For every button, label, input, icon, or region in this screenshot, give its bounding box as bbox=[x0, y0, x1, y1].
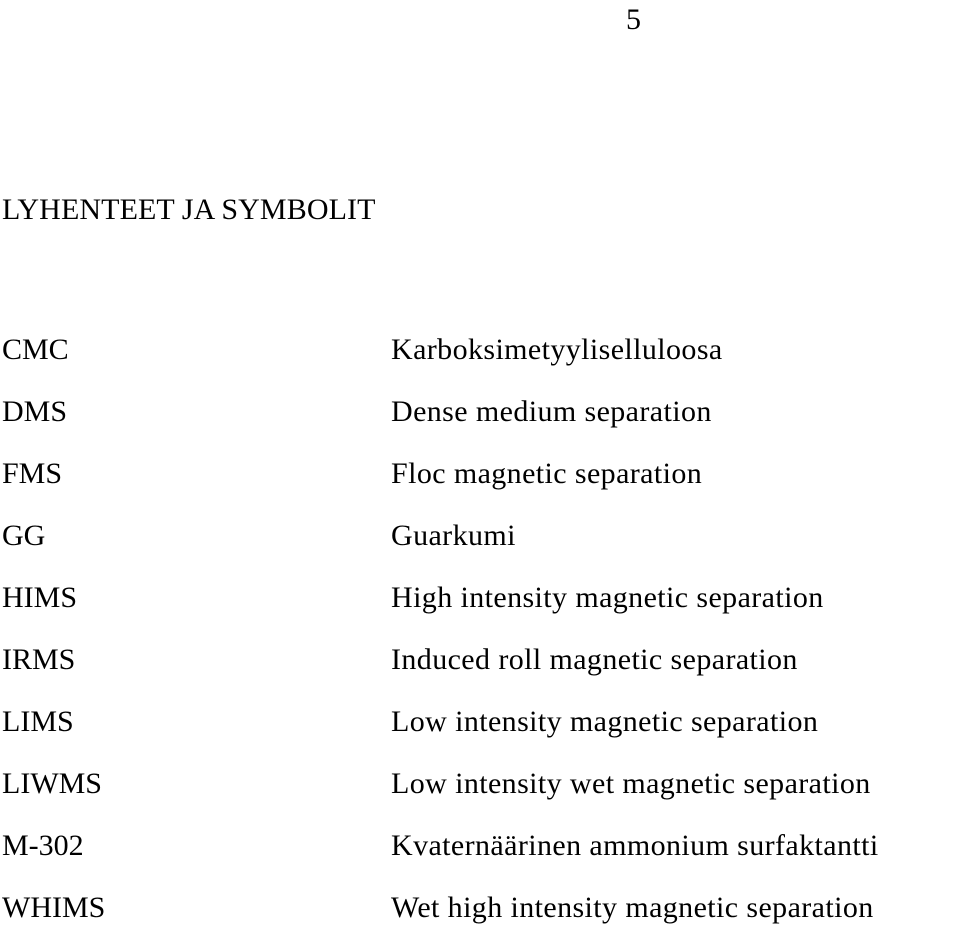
abbreviation-term: GG bbox=[2, 519, 46, 552]
abbreviation-term: WHIMS bbox=[2, 891, 106, 924]
list-item-m-302 bbox=[0, 826, 960, 888]
abbreviation-term: HIMS bbox=[2, 581, 78, 614]
list-item-irms bbox=[0, 640, 960, 702]
abbreviation-definition: Kvaternäärinen ammonium surfaktantti bbox=[391, 829, 879, 862]
abbreviation-list bbox=[0, 330, 960, 950]
abbreviation-definition: Low intensity wet magnetic separation bbox=[391, 767, 871, 800]
abbreviation-definition: Guarkumi bbox=[391, 519, 516, 552]
abbreviation-term: CMC bbox=[2, 333, 69, 366]
list-item-liwms bbox=[0, 764, 960, 826]
abbreviation-term: LIWMS bbox=[2, 767, 102, 800]
abbreviation-definition: Dense medium separation bbox=[391, 395, 712, 428]
list-item-cmc bbox=[0, 330, 960, 392]
abbreviation-term: LIMS bbox=[2, 705, 74, 738]
abbreviation-definition: Floc magnetic separation bbox=[391, 457, 703, 490]
list-item-dms bbox=[0, 392, 960, 454]
list-item-lims bbox=[0, 702, 960, 764]
list-item-hims bbox=[0, 578, 960, 640]
abbreviation-term: DMS bbox=[2, 395, 68, 428]
page-number: 5 bbox=[626, 3, 641, 36]
list-item-whims bbox=[0, 888, 960, 950]
abbreviation-term: FMS bbox=[2, 457, 63, 490]
abbreviation-definition: High intensity magnetic separation bbox=[391, 581, 824, 614]
abbreviation-term: M-302 bbox=[2, 829, 84, 862]
abbreviation-definition: Low intensity magnetic separation bbox=[391, 705, 819, 738]
abbreviation-definition: Karboksimetyyliselluloosa bbox=[391, 333, 723, 366]
abbreviation-definition: Wet high intensity magnetic separation bbox=[391, 891, 874, 924]
list-item-gg bbox=[0, 516, 960, 578]
abbreviation-term: IRMS bbox=[2, 643, 76, 676]
abbreviation-definition: Induced roll magnetic separation bbox=[391, 643, 798, 676]
page-title: LYHENTEET JA SYMBOLIT bbox=[2, 193, 376, 226]
list-item-fms bbox=[0, 454, 960, 516]
